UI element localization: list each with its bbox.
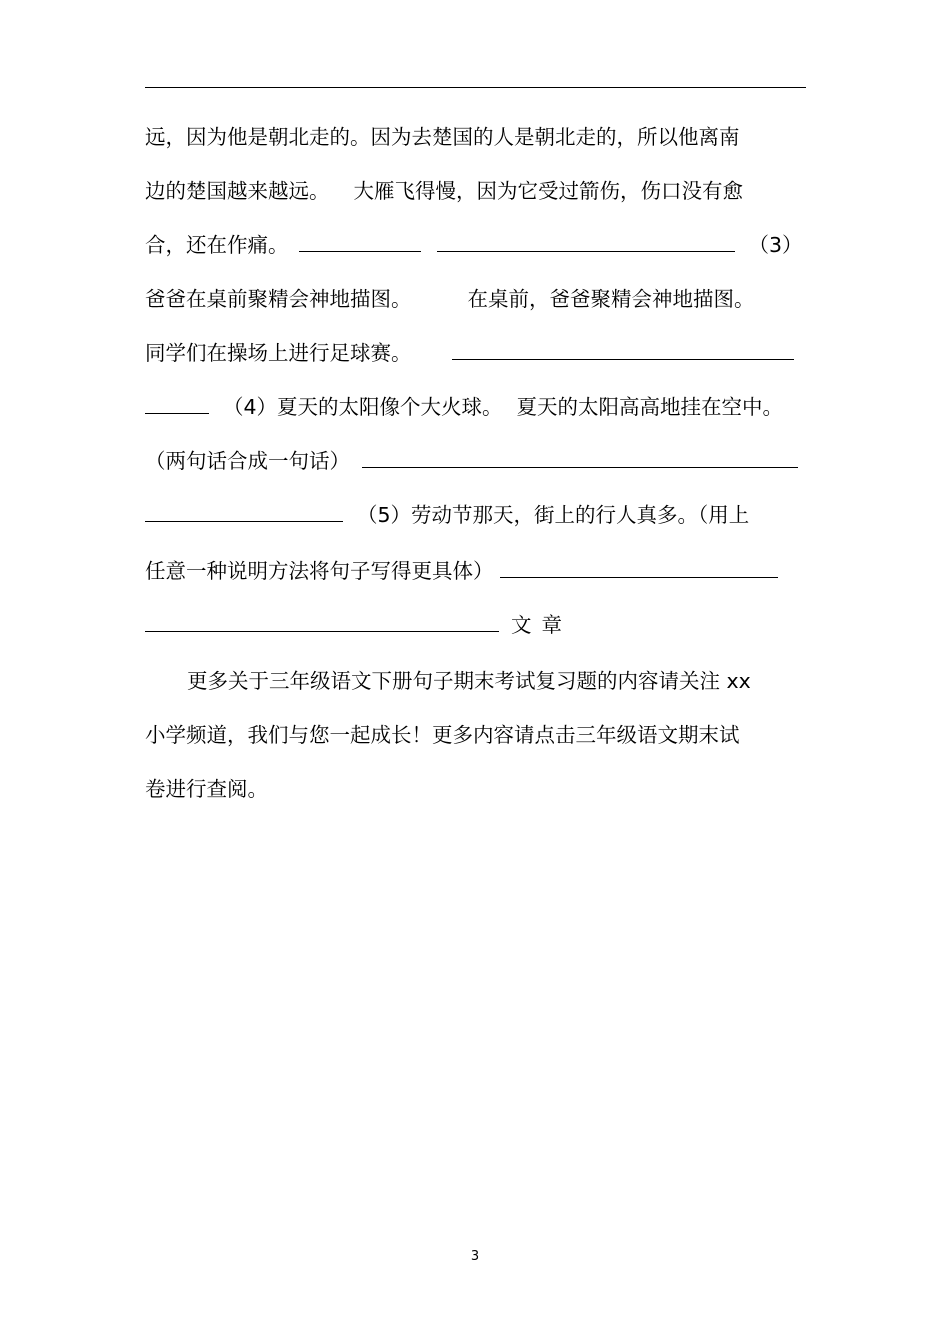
text-line-3 — [145, 230, 810, 260]
text-line-7 — [145, 446, 810, 476]
paragraph-text: 更多关于三年级语文下册句子期末考试复习题的内容请关注 xx — [187, 669, 751, 693]
paragraph-text: 小学频道，我们与您一起成长！更多内容请点击三年级语文期末试 — [145, 723, 740, 747]
answer-blank — [362, 447, 798, 468]
paragraph-text: 卷进行查阅。 — [145, 777, 268, 801]
page-number: 3 — [470, 1249, 480, 1264]
text-line-1 — [145, 122, 810, 152]
line-text: 合，还在作痛。 — [145, 233, 289, 257]
paragraph-line-1 — [145, 666, 852, 696]
text-line-6 — [145, 392, 810, 422]
text-line-4 — [145, 284, 810, 314]
text-line-10 — [145, 610, 810, 640]
line-text: 在桌前，爸爸聚精会神地描图。 — [467, 287, 755, 311]
line-text: 远，因为他是朝北走的。因为去楚国的人是朝北走的，所以他离南 — [145, 125, 740, 149]
answer-blank — [145, 393, 209, 414]
answer-blank — [145, 501, 343, 522]
paragraph-line-3 — [145, 774, 810, 804]
text-line-9 — [145, 556, 810, 586]
line-text: 边的楚国越来越远。 — [145, 179, 330, 203]
answer-blank — [145, 611, 499, 632]
answer-blank — [500, 557, 778, 578]
answer-blank — [299, 231, 421, 252]
line-text: 同学们在操场上进行足球赛。 — [145, 341, 412, 365]
line-text: 文章 — [511, 613, 572, 637]
answer-blank-line — [145, 87, 806, 88]
answer-blank — [452, 339, 794, 360]
line-text: （两句话合成一句话） — [145, 449, 350, 473]
text-line-5 — [145, 338, 810, 368]
text-line-2 — [145, 176, 810, 206]
line-text: （4）夏天的太阳像个大火球。 — [223, 395, 503, 419]
line-text: 大雁飞得慢，因为它受过箭伤，伤口没有愈 — [353, 179, 743, 203]
paragraph-line-2 — [145, 720, 810, 750]
line-text: 爸爸在桌前聚精会神地描图。 — [145, 287, 412, 311]
line-text: （3） — [748, 233, 803, 257]
answer-blank — [437, 231, 735, 252]
line-text: 任意一种说明方法将句子写得更具体） — [145, 559, 494, 583]
line-text: （5）劳动节那天，街上的行人真多。（用上 — [357, 503, 750, 527]
text-line-8 — [145, 500, 810, 530]
line-text: 夏天的太阳高高地挂在空中。 — [516, 395, 784, 419]
